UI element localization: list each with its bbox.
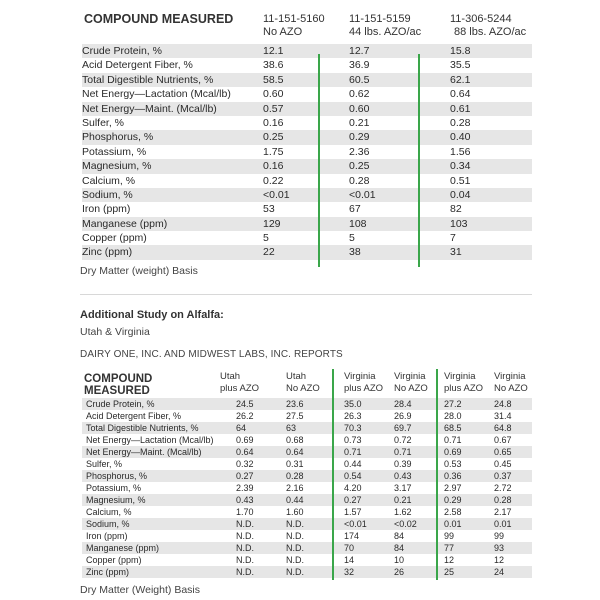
compound-name: Net Energy—Maint. (Mcal/lb): [82, 102, 217, 115]
table-2-footnote: Dry Matter (Weight) Basis: [80, 584, 200, 596]
table-row: [82, 116, 532, 130]
measured-value: 0.72: [394, 435, 412, 445]
measured-value: N.D.: [236, 567, 254, 577]
measured-value: 84: [394, 531, 405, 541]
measured-value: N.D.: [286, 543, 304, 553]
table-1-column-header: [450, 13, 526, 39]
table-row: [82, 542, 532, 554]
compound-name: Zinc (ppm): [82, 246, 133, 259]
table-row: [82, 434, 532, 446]
measured-value: 84: [394, 543, 405, 553]
measured-value: 0.53: [444, 459, 462, 469]
compound-name: Phosphorus, %: [86, 471, 148, 481]
measured-value: 0.32: [236, 459, 254, 469]
measured-value: 0.64: [286, 447, 304, 457]
measured-value: 0.16: [263, 116, 284, 129]
table-row: [82, 159, 532, 173]
compound-name: Iron (ppm): [82, 203, 131, 216]
compound-name: Sodium, %: [82, 188, 133, 201]
measured-value: 0.25: [349, 160, 370, 173]
table-row: [82, 145, 532, 159]
measured-value: 0.21: [349, 116, 370, 129]
measured-value: 0.28: [349, 174, 370, 187]
measured-value: 22: [263, 246, 275, 259]
measured-value: 82: [450, 203, 462, 216]
measured-value: 0.64: [450, 88, 471, 101]
table-row: [82, 188, 532, 202]
table-2-body: [82, 398, 532, 578]
measured-value: 0.29: [349, 131, 370, 144]
column-region: Virginia: [494, 371, 526, 382]
table-row: [82, 422, 532, 434]
measured-value: 31.4: [494, 411, 512, 421]
table-row: [82, 245, 532, 259]
measured-value: 2.16: [286, 483, 304, 493]
measured-value: <0.01: [263, 188, 290, 201]
column-treatment: 44 lbs. AZO/ac: [349, 26, 422, 38]
measured-value: 3.17: [394, 483, 412, 493]
measured-value: 7: [450, 232, 456, 245]
table-row: [82, 458, 532, 470]
column-sample-id: 11-151-5159: [349, 13, 411, 25]
table-row: [82, 470, 532, 482]
measured-value: 32: [344, 567, 355, 577]
table-row: [82, 398, 532, 410]
measured-value: 0.71: [444, 435, 462, 445]
column-region: Virginia: [344, 371, 376, 382]
measured-value: N.D.: [286, 555, 304, 565]
measured-value: 1.56: [450, 145, 471, 158]
measured-value: 69.7: [394, 423, 412, 433]
compound-name: Calcium, %: [86, 507, 132, 517]
measured-value: 77: [444, 543, 455, 553]
table-row: [82, 130, 532, 144]
measured-value: 99: [494, 531, 505, 541]
measured-value: 27.2: [444, 399, 462, 409]
measured-value: 0.28: [286, 471, 304, 481]
measured-value: 64: [236, 423, 247, 433]
measured-value: 0.43: [394, 471, 412, 481]
measured-value: 0.60: [263, 88, 284, 101]
compound-name: Sulfer, %: [86, 459, 123, 469]
column-treatment: No AZO: [263, 26, 303, 38]
measured-value: 0.44: [286, 495, 304, 505]
table-1-column-header: [349, 13, 421, 39]
table-row: [82, 174, 532, 188]
compound-name: Phosphorus, %: [82, 131, 154, 144]
measured-value: 0.31: [286, 459, 304, 469]
measured-value: 99: [444, 531, 455, 541]
measured-value: 0.62: [349, 88, 370, 101]
measured-value: 0.34: [450, 160, 471, 173]
measured-value: <0.01: [349, 188, 376, 201]
measured-value: 0.64: [236, 447, 254, 457]
measured-value: 2.72: [494, 483, 512, 493]
table-2-title: COMPOUND MEASURED: [84, 373, 153, 397]
table-1-header: [82, 10, 532, 43]
compound-name: Sulfer, %: [82, 116, 125, 129]
measured-value: N.D.: [236, 519, 254, 529]
measured-value: 0.22: [263, 174, 284, 187]
measured-value: N.D.: [236, 543, 254, 553]
measured-value: 108: [349, 217, 367, 230]
table-1-title: COMPOUND MEASURED: [84, 12, 234, 26]
measured-value: 0.44: [344, 459, 362, 469]
measured-value: 0.16: [263, 160, 284, 173]
column-region: Virginia: [394, 371, 426, 382]
measured-value: 28.0: [444, 411, 462, 421]
measured-value: 23.6: [286, 399, 304, 409]
measured-value: 0.43: [236, 495, 254, 505]
measured-value: 0.27: [236, 471, 254, 481]
measured-value: 0.28: [494, 495, 512, 505]
measured-value: 36.9: [349, 59, 370, 72]
measured-value: 0.54: [344, 471, 362, 481]
measured-value: 5: [349, 232, 355, 245]
measured-value: 12.7: [349, 45, 370, 57]
measured-value: 53: [263, 203, 275, 216]
compound-name: Manganese (ppm): [82, 217, 168, 230]
measured-value: 0.68: [286, 435, 304, 445]
measured-value: 0.28: [450, 116, 471, 129]
compound-name: Calcium, %: [82, 174, 136, 187]
measured-value: 1.62: [394, 507, 412, 517]
table-row: [82, 73, 532, 87]
measured-value: 24: [494, 567, 505, 577]
measured-value: 0.29: [444, 495, 462, 505]
measured-value: 4.20: [344, 483, 362, 493]
measured-value: 70: [344, 543, 355, 553]
table-row: [82, 506, 532, 518]
measured-value: 60.5: [349, 73, 370, 86]
measured-value: 10: [394, 555, 405, 565]
measured-value: N.D.: [286, 519, 304, 529]
measured-value: 26.2: [236, 411, 254, 421]
column-region: Virginia: [444, 371, 476, 382]
table-row: [82, 202, 532, 216]
table-2-column-header: [394, 371, 428, 395]
measured-value: 26.9: [394, 411, 412, 421]
measured-value: 0.25: [263, 131, 284, 144]
measured-value: 0.67: [494, 435, 512, 445]
measured-value: 24.5: [236, 399, 254, 409]
table-2-column-header: [220, 371, 259, 395]
compound-name: Copper (ppm): [82, 232, 147, 245]
table-row: [82, 482, 532, 494]
table-row: [82, 566, 532, 578]
measured-value: 1.75: [263, 145, 284, 158]
measured-value: 14: [344, 555, 355, 565]
measured-value: 0.27: [344, 495, 362, 505]
table-row: [82, 494, 532, 506]
measured-value: 2.39: [236, 483, 254, 493]
measured-value: 26: [394, 567, 405, 577]
compound-name: Manganese (ppm): [86, 543, 160, 553]
column-treatment: plus AZO: [344, 383, 384, 394]
compound-name: Net Energy—Lactation (Mcal/lb): [86, 435, 214, 445]
compound-name: Copper (ppm): [86, 555, 142, 565]
additional-study-subtitle: Utah & Virginia: [80, 326, 150, 338]
measured-value: 1.60: [286, 507, 304, 517]
measured-value: 0.04: [450, 188, 471, 201]
section-divider: [80, 294, 532, 295]
measured-value: 0.40: [450, 131, 471, 144]
table-row: [82, 554, 532, 566]
compound-name: Acid Detergent Fiber, %: [82, 59, 193, 72]
measured-value: <0.01: [344, 519, 367, 529]
measured-value: 0.39: [394, 459, 412, 469]
column-treatment: plus AZO: [444, 383, 484, 394]
table-row: [82, 44, 532, 58]
compound-name: Net Energy—Lactation (Mcal/lb): [82, 88, 231, 101]
column-divider: [318, 54, 320, 267]
compound-name: Crude Protein, %: [82, 45, 162, 57]
measured-value: 31: [450, 246, 462, 259]
measured-value: 35.0: [344, 399, 362, 409]
compound-name: Acid Detergent Fiber, %: [86, 411, 182, 421]
table-1-footnote: Dry Matter (weight) Basis: [80, 265, 198, 277]
measured-value: 0.01: [444, 519, 462, 529]
column-divider: [436, 369, 438, 580]
measured-value: <0.02: [394, 519, 417, 529]
table-row: [82, 446, 532, 458]
measured-value: 2.17: [494, 507, 512, 517]
measured-value: 0.65: [494, 447, 512, 457]
table-1-column-header: [263, 13, 325, 39]
measured-value: 68.5: [444, 423, 462, 433]
table-row: [82, 58, 532, 72]
column-treatment: 88 lbs. AZO/ac: [454, 26, 527, 38]
table-row: [82, 231, 532, 245]
compound-name: Potassium, %: [82, 145, 147, 158]
measured-value: 5: [263, 232, 269, 245]
measured-value: 0.71: [344, 447, 362, 457]
table-2-column-header: [494, 371, 528, 395]
table-1-body: [82, 44, 532, 260]
compound-name: Total Digestible Nutrients, %: [82, 73, 214, 86]
measured-value: 2.58: [444, 507, 462, 517]
column-region: Utah: [220, 371, 241, 382]
compound-name: Crude Protein, %: [86, 399, 155, 409]
table-2-column-header: [444, 371, 483, 395]
measured-value: 38.6: [263, 59, 284, 72]
measured-value: 0.51: [450, 174, 471, 187]
table-row: [82, 518, 532, 530]
measured-value: 0.45: [494, 459, 512, 469]
table-row: [82, 410, 532, 422]
measured-value: 93: [494, 543, 505, 553]
column-sample-id: 11-306-5244: [450, 13, 512, 25]
compound-name: Magnesium, %: [86, 495, 146, 505]
measured-value: 12: [494, 555, 505, 565]
measured-value: 28.4: [394, 399, 412, 409]
column-treatment: No AZO: [394, 383, 428, 394]
measured-value: 0.36: [444, 471, 462, 481]
column-region: Utah: [286, 371, 307, 382]
measured-value: N.D.: [286, 531, 304, 541]
measured-value: 38: [349, 246, 361, 259]
column-sample-id: 11-151-5160: [263, 13, 325, 25]
measured-value: 67: [349, 203, 361, 216]
measured-value: 0.69: [236, 435, 254, 445]
measured-value: N.D.: [236, 555, 254, 565]
compound-name: Net Energy—Maint. (Mcal/lb): [86, 447, 202, 457]
compound-name: Potassium, %: [86, 483, 142, 493]
measured-value: 0.21: [394, 495, 412, 505]
compound-name: Iron (ppm): [86, 531, 128, 541]
measured-value: 26.3: [344, 411, 362, 421]
compound-name: Magnesium, %: [82, 160, 152, 173]
measured-value: 12: [444, 555, 455, 565]
compound-name: Zinc (ppm): [86, 567, 130, 577]
measured-value: 0.61: [450, 102, 471, 115]
measured-value: 12.1: [263, 45, 284, 57]
measured-value: 27.5: [286, 411, 304, 421]
column-divider: [332, 369, 334, 580]
measured-value: 129: [263, 217, 281, 230]
column-divider: [418, 54, 420, 267]
measured-value: 35.5: [450, 59, 471, 72]
table-2-column-header: [344, 371, 383, 395]
measured-value: 1.70: [236, 507, 254, 517]
measured-value: 2.97: [444, 483, 462, 493]
measured-value: 0.60: [349, 102, 370, 115]
measured-value: N.D.: [286, 567, 304, 577]
column-treatment: No AZO: [494, 383, 528, 394]
table-row: [82, 217, 532, 231]
measured-value: 0.73: [344, 435, 362, 445]
compound-name: Sodium, %: [86, 519, 130, 529]
table-row: [82, 102, 532, 116]
compound-name: Total Digestible Nutrients, %: [86, 423, 199, 433]
measured-value: 0.57: [263, 102, 284, 115]
measured-value: 63: [286, 423, 297, 433]
report-source-label: DAIRY ONE, INC. AND MIDWEST LABS, INC. REPORTS: [80, 349, 343, 360]
compound-table-1: [82, 10, 532, 259]
measured-value: 0.69: [444, 447, 462, 457]
measured-value: 15.8: [450, 45, 471, 57]
measured-value: 0.01: [494, 519, 512, 529]
measured-value: 24.8: [494, 399, 512, 409]
measured-value: 0.37: [494, 471, 512, 481]
table-row: [82, 530, 532, 542]
additional-study-heading: Additional Study on Alfalfa:: [80, 309, 224, 321]
column-treatment: plus AZO: [220, 383, 260, 394]
measured-value: 2.36: [349, 145, 370, 158]
measured-value: 58.5: [263, 73, 284, 86]
table-row: [82, 87, 532, 101]
measured-value: 1.57: [344, 507, 362, 517]
measured-value: 25: [444, 567, 455, 577]
measured-value: 64.8: [494, 423, 512, 433]
table-2-column-header: [286, 371, 320, 395]
measured-value: 103: [450, 217, 468, 230]
measured-value: 62.1: [450, 73, 471, 86]
measured-value: 70.3: [344, 423, 362, 433]
measured-value: 174: [344, 531, 360, 541]
measured-value: 0.71: [394, 447, 412, 457]
measured-value: N.D.: [236, 531, 254, 541]
column-treatment: No AZO: [286, 383, 320, 394]
